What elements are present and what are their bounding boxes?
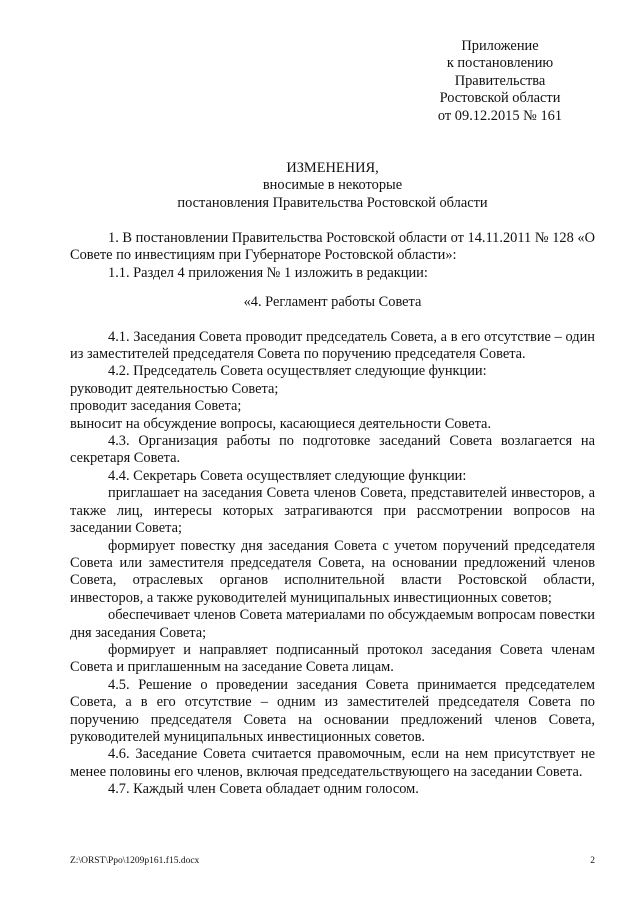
title-subtitle: вносимые в некоторые xyxy=(262,177,403,194)
paragraph: 1. В постановлении Правительства Ростовской области от 14.11.2011 № 128 «О Совете по инвестициям при Губернаторе Ростовской области»: xyxy=(70,230,595,264)
appendix-line: Правительства xyxy=(454,72,546,89)
appendix-line: к постановлению xyxy=(446,55,554,72)
section-title: «4. Регламент работы Совета xyxy=(243,294,422,311)
list-item: обеспечивает членов Совета материалами по обсуждаемым вопросам повестки дня заседания Совета; xyxy=(70,607,595,641)
paragraph: 4.2. Председатель Совета осуществляет следующие функции: xyxy=(108,363,487,380)
list-item: формирует повестку дня заседания Совета с учетом поручений председателя Совета или заместителя председателя Совета, на основании предложений членов Совета, отраслевых органов исполнительной власти Ростовской области, инвесторов, а также руководителей муниципальных инвестиционных советов; xyxy=(70,537,595,606)
paragraph: 4.3. Организация работы по подготовке заседаний Совета возлагается на секретаря Совета. xyxy=(70,433,595,467)
list-item: проводит заседания Совета; xyxy=(70,398,242,415)
list-item: выносит на обсуждение вопросы, касающиеся деятельности Совета. xyxy=(70,415,492,432)
document-body xyxy=(70,230,595,799)
list-item: руководит деятельностью Совета; xyxy=(70,380,279,397)
paragraph: 1.1. Раздел 4 приложения № 1 изложить в редакции: xyxy=(108,264,428,281)
title-heading: ИЗМЕНЕНИЯ, xyxy=(286,160,379,176)
paragraph: 4.1. Заседания Совета проводит председатель Совета, а в его отсутствие – один из заместителей председателя Совета по поручению председателя Совета. xyxy=(70,328,595,363)
paragraph: 4.7. Каждый член Совета обладает одним голосом. xyxy=(108,781,419,798)
appendix-line: Ростовской области xyxy=(439,90,561,107)
file-path: Z:\ORST\Ppo\1209p161.f15.docx xyxy=(70,856,200,866)
title-subtitle: постановления Правительства Ростовской области xyxy=(177,194,488,211)
page-footer xyxy=(70,855,595,867)
list-item: приглашает на заседания Совета членов Совета, представителей инвесторов, а также лиц, интересы которых затрагиваются при рассмотрении вопросов на заседании Совета; xyxy=(70,485,595,537)
appendix-date-number: от 09.12.2015 № 161 xyxy=(437,107,563,124)
list-item: формирует и направляет подписанный протокол заседания Совета членам Совета и приглашенным на заседание Совета лицам. xyxy=(70,641,595,676)
document-title xyxy=(70,160,595,212)
page-number: 2 xyxy=(590,856,595,866)
appendix-line: Приложение xyxy=(461,38,539,54)
paragraph: 4.6. Заседание Совета считается правомочным, если на нем присутствует не менее половины его членов, включая председательствующего на заседании Совета. xyxy=(70,746,595,780)
appendix-block xyxy=(405,38,595,125)
paragraph: 4.5. Решение о проведении заседания Совета принимается председателем Совета, а в его отсутствие – одним из заместителей председателя Совета по поручению председателя Совета на основании предложений членов Совета, руководителей муниципальных инвестиционных советов. xyxy=(70,676,595,745)
paragraph: 4.4. Секретарь Совета осуществляет следующие функции: xyxy=(108,467,467,484)
